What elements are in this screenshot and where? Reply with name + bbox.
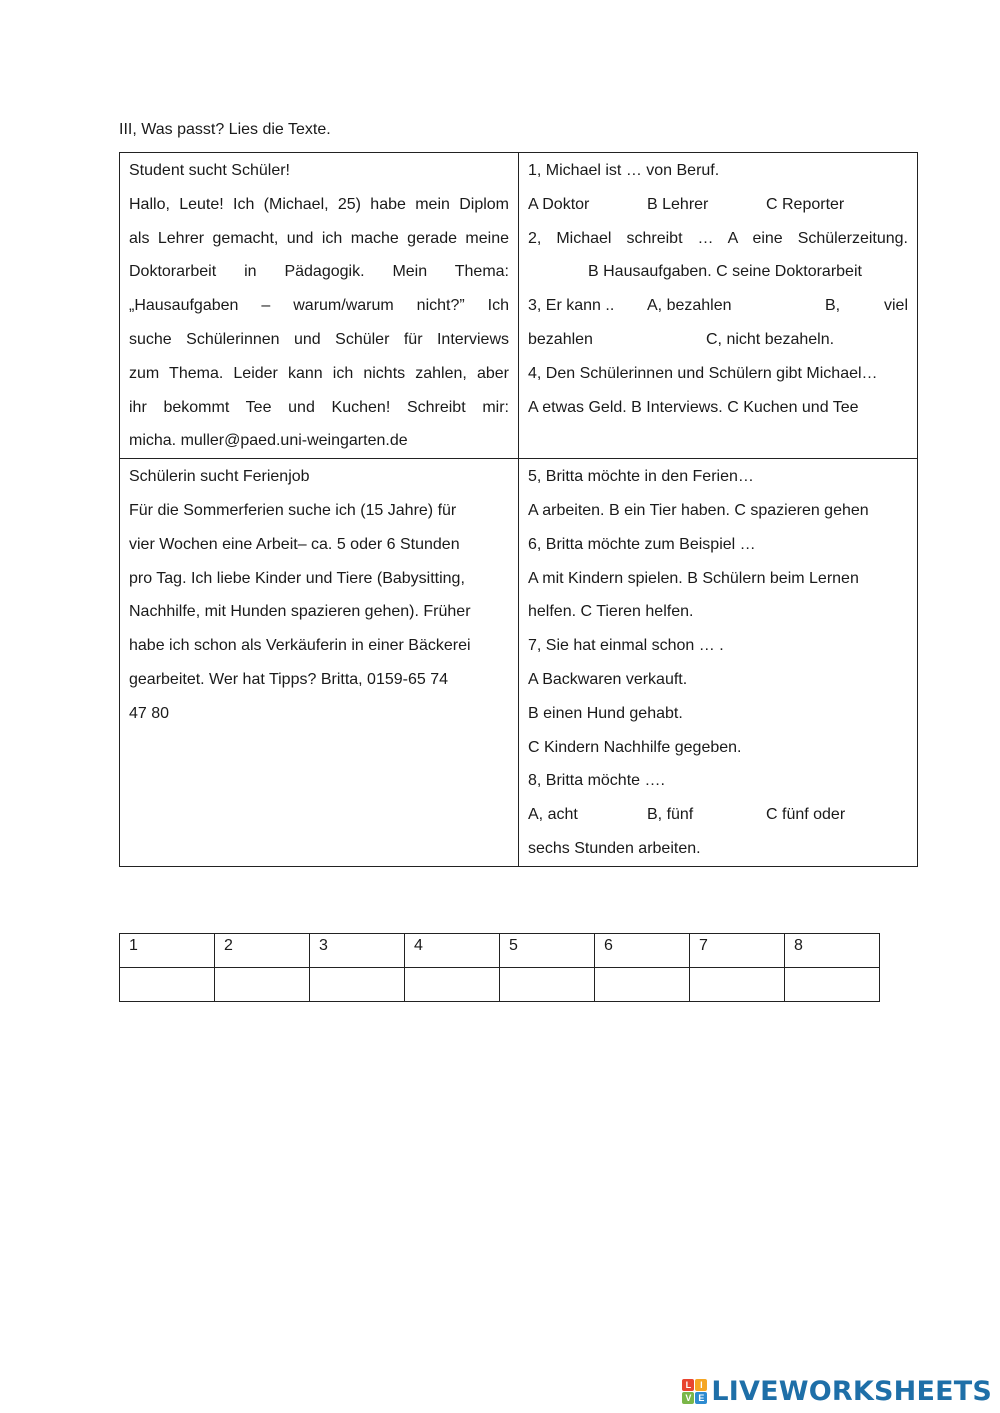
answer-input-row [120,968,880,1002]
answer-field-7[interactable] [690,968,785,1002]
question-3 [528,289,908,323]
text-title: Schülerin sucht Ferienjob [129,468,310,486]
question-2: 2, Michael schreibt … A eine Schülerzeitung. [528,229,908,247]
option: C Reporter [766,195,845,213]
question-1-options [528,188,908,222]
logo-mark-letter: L [682,1379,694,1391]
option: C Kindern Nachhilfe gegeben. [528,738,742,756]
question-8: 8, Britta möchte …. [528,772,665,790]
answer-field-4[interactable] [405,968,500,1002]
option: A, acht [528,806,578,824]
question-3-stem: 3, Er kann .. [528,297,615,315]
text-line: habe ich schon als Verkäuferin in einer Bäckerei [129,637,471,655]
question-8-options [528,798,908,832]
question-4-options: A etwas Geld. B Interviews. C Kuchen und Tee [528,398,859,416]
text-line: „Hausaufgaben – warum/warum nicht?” Ich [129,297,509,315]
question-5-options: A arbeiten. B ein Tier haben. C spazieren gehen [528,501,869,519]
answer-number-row [120,934,880,968]
question-2-options: B Hausaufgaben. C seine Doktorarbeit [588,263,862,281]
table-row [120,459,918,867]
text-line: Nachhilfe, mit Hunden spazieren gehen). Früher [129,603,471,621]
question-1: 1, Michael ist … von Beruf. [528,162,720,179]
answer-number: 4 [405,934,500,968]
option: B Lehrer [647,195,709,213]
text-cell-britta [120,459,519,867]
answer-number: 3 [310,934,405,968]
answer-number: 6 [595,934,690,968]
text-line: 47 80 [129,704,170,722]
answer-number: 8 [785,934,880,968]
question-4: 4, Den Schülerinnen und Schülern gibt Michael… [528,364,878,382]
question-3-cont [528,323,908,357]
text-line: pro Tag. Ich liebe Kinder und Tiere (Babysitting, [129,569,465,587]
option: B einen Hund gehabt. [528,704,683,722]
answer-number: 5 [500,934,595,968]
question-6-options-cont: helfen. C Tieren helfen. [528,603,694,621]
answer-field-8[interactable] [785,968,880,1002]
text-title: Student sucht Schüler! [129,162,290,179]
logo-icon [682,1379,707,1404]
option-word: viel [883,297,908,315]
answer-field-1[interactable] [120,968,215,1002]
question-6: 6, Britta möchte zum Beispiel … [528,535,756,553]
answer-field-2[interactable] [215,968,310,1002]
text-line: Hallo, Leute! Ich (Michael, 25) habe mein Diplom [129,195,509,213]
text-line: ihr bekommt Tee und Kuchen! Schreibt mir: [129,398,509,416]
logo-mark-letter: E [695,1392,707,1404]
answer-field-6[interactable] [595,968,690,1002]
text-line: vier Wochen eine Arbeit– ca. 5 oder 6 Stunden [129,535,460,553]
answer-table [119,933,880,1002]
text-line: Für die Sommerferien suche ich (15 Jahre) für [129,501,457,519]
logo-mark-letter: V [682,1392,694,1404]
text-line: als Lehrer gemacht, und ich mache gerade meine [129,229,509,247]
text-line: suche Schülerinnen und Schüler für Interviews [129,330,509,348]
option: A, bezahlen [647,297,732,315]
logo-mark-letter: I [695,1379,707,1391]
liveworksheets-logo [682,1376,992,1407]
question-cell-2 [519,459,918,867]
answer-field-5[interactable] [500,968,595,1002]
answer-number: 2 [215,934,310,968]
answer-field-3[interactable] [310,968,405,1002]
question-cell-1 [519,153,918,459]
answer-number: 7 [690,934,785,968]
answer-number: 1 [120,934,215,968]
option-cont: sechs Stunden arbeiten. [528,839,701,857]
reading-table [119,152,918,867]
text-cell-michael [120,153,519,459]
exercise-heading: III, Was passt? Lies die Texte. [119,121,331,138]
question-5: 5, Britta möchte in den Ferien… [528,468,754,486]
option: C, nicht bezaheln. [706,330,835,348]
option: B, [825,297,841,315]
question-6-options: A mit Kindern spielen. B Schülern beim Lernen [528,569,859,587]
option: B, fünf [647,806,694,824]
logo-text: LIVEWORKSHEETS [711,1376,992,1407]
option: C fünf oder [766,806,846,824]
option: A Backwaren verkauft. [528,670,688,688]
option: A Doktor [528,195,590,213]
text-line: micha. muller@paed.uni-weingarten.de [129,432,408,450]
question-7: 7, Sie hat einmal schon … . [528,637,724,655]
text-line: zum Thema. Leider kann ich nichts zahlen, aber [129,364,509,382]
option-word: bezahlen [528,330,593,348]
table-row [120,153,918,459]
text-line: Doktorarbeit in Pädagogik. Mein Thema: [129,263,509,281]
text-line: gearbeitet. Wer hat Tipps? Britta, 0159-65 74 [129,670,449,688]
